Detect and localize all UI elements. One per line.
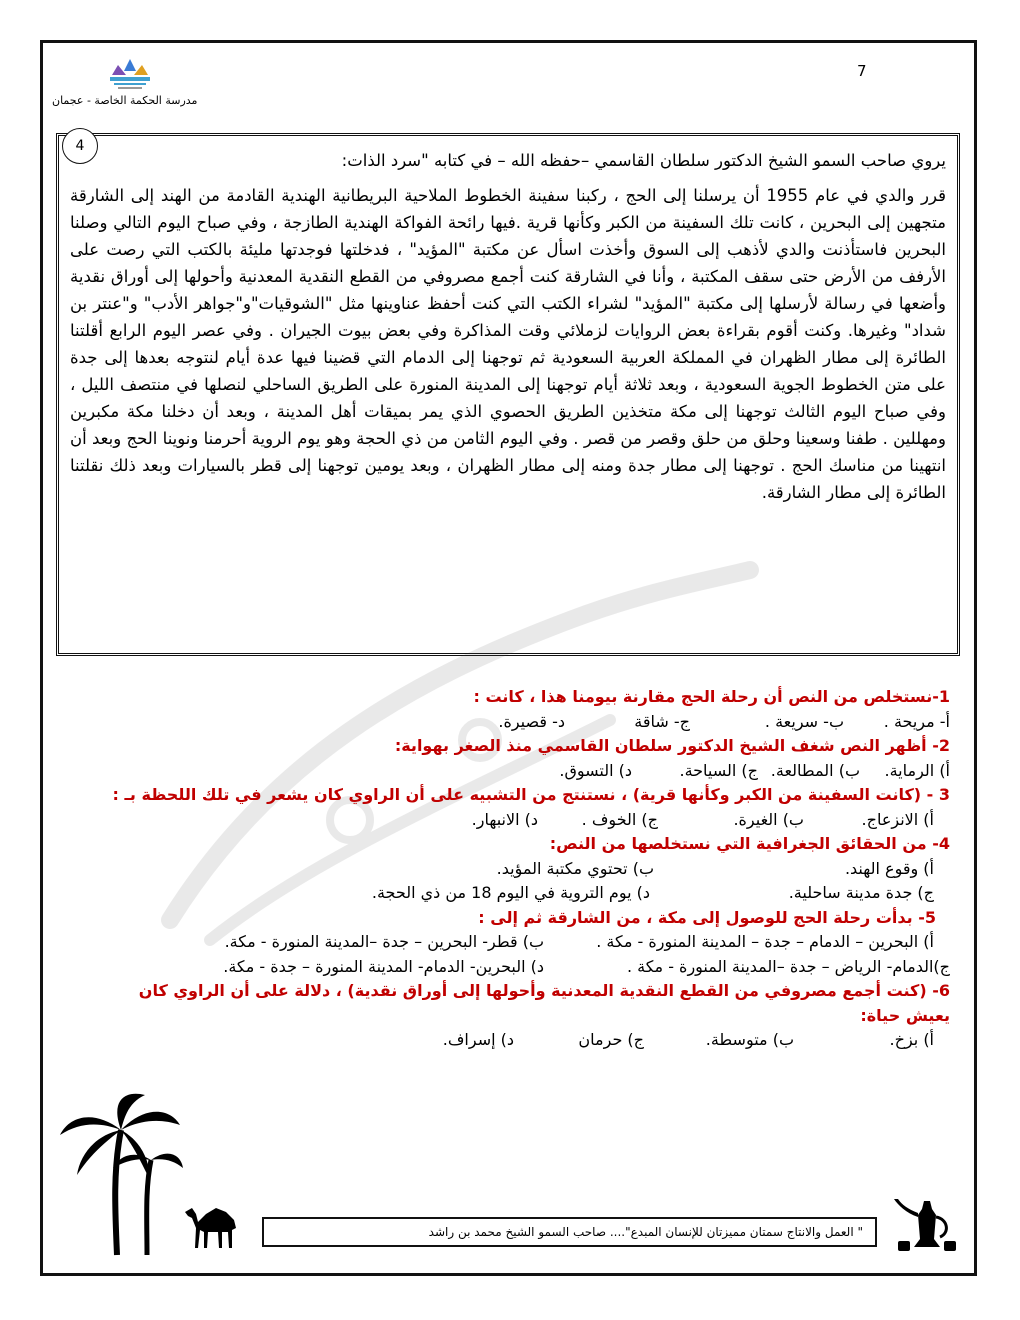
question-5-text: 5- بدأت رحلة الحج للوصول إلى مكة ، من الشارقة ثم إلى : bbox=[478, 907, 936, 927]
option-b[interactable]: ب) الغيرة. bbox=[733, 809, 804, 829]
option-b[interactable]: ب) متوسطة. bbox=[705, 1030, 794, 1049]
option-d[interactable]: د) يوم التروية في اليوم 18 من ذي الحجة. bbox=[371, 883, 650, 902]
question-2 bbox=[50, 734, 950, 783]
question-4 bbox=[50, 832, 950, 906]
question-4-text: 4- من الحقائق الجغرافية التي نستخلصها من النص: bbox=[549, 834, 950, 853]
option-a[interactable]: أ) الرماية. bbox=[884, 760, 950, 780]
question-1 bbox=[50, 685, 950, 734]
question-4-options-row1 bbox=[50, 857, 950, 882]
question-3-text: 3 - (كانت السفينة من الكبر وكأنها قرية) ، نستنتج من التشبيه على أن الراوي كان يشعر في تلك اللحظة بـ : bbox=[112, 785, 950, 804]
reading-passage bbox=[70, 147, 946, 506]
school-name: مدرسة الحكمة الخاصة - عجمان bbox=[52, 94, 198, 107]
page-number: 7 bbox=[857, 62, 867, 80]
option-c[interactable]: ج) الخوف . bbox=[581, 809, 658, 829]
coffee-pot-icon bbox=[890, 1195, 962, 1255]
option-d[interactable]: د) الانبهار. bbox=[471, 809, 538, 829]
question-6-text: 6- (كنت أجمع مصروفي من القطع النقدية المعدنية وأحولها إلى أوراق نقدية) ، دلالة على أن الراوي كان يعيش حياة: bbox=[138, 981, 950, 1025]
option-d[interactable]: د- قصيرة. bbox=[498, 711, 565, 731]
passage-body: قرر والدي في عام 1955 أن يرسلنا إلى الحج ، ركبنا سفينة الخطوط الملاحية البريطانية الهندية القادمة من الهند إلى الشارقة متجهين إلى البحرين ، كانت تلك السفينة من الكبر وكأنها قرية .فيها رائحة الفواكة الهندية الطازجة ، وفي صباح اليوم التالي وصلنا البحرين فاستأذنت والدي لأذهب إلى السوق وأخذت اسأل عن مكتبة "المؤيد" ، فدخلتها فوجدتها مليئة بالكتب التي رصت على الأرفف من الأرض حتى سقف المكتبة ، وأنا في الشارقة كنت أجمع مصروفي من القطع النقدية المعدنية وأحولها إلى أوراق نقدية وأضعها في رسالة لأرسلها إلى مكتبة "المؤيد" لشراء الكتب التي كنت أحفظ عناوينها مثل "الشوقيات"و"جواهر الأدب" و"عنتر بن شداد" وغيرها. وكنت أقوم بقراءة بعض الروايات لزملائي وقت المذاكرة وفي بعض بيوت الجيران . وفي عصر اليوم الرابع أقلتنا الطائرة إلى مطار الظهران في المملكة العربية السعودية ثم توجهنا إلى الدمام التي قضينا فيها عدة أيام لنتوجه بعدها إلى جدة على متن الخطوط الجوية السعودية ، وبعد ثلاثة أيام توجهنا إلى المدينة المنورة على الطريق الساحلي لنصلها في منتصف الليل ، وفي صباح اليوم الثالث توجهنا إلى مكة متخذين الطريق الحصوي الذي يمر بميقات أهل المدينة ، وبعد أن دخلنا مكة مكبرين ومهللين . طفنا وسعينا وحلق من حلق وقصر من قصر . وفي اليوم الثامن من ذي الحجة وهو يوم الروية أحرمنا ونوينا الحج وبعد أن انتهينا من مناسك الحج . توجهنا إلى مطار جدة ومنه إلى مطار الظهران ، وبعد يومين توجهنا إلى قطر بالسيارات وبعد ذلك نقلتنا الطائرة إلى مطار الشارقة. bbox=[70, 186, 946, 502]
footer-quote: " العمل والانتاج سمتان مميزتان للإنسان المبدع".... صاحب السمو الشيخ محمد بن راشد bbox=[262, 1217, 877, 1247]
question-4-options-row2 bbox=[50, 881, 950, 906]
option-a[interactable]: أ) الانزعاج. bbox=[861, 809, 934, 829]
option-a[interactable]: أ) بزخ. bbox=[889, 1030, 934, 1049]
option-c[interactable]: ج) جدة مدينة ساحلية. bbox=[788, 883, 934, 902]
option-c[interactable]: ج) حرمان bbox=[578, 1030, 644, 1049]
question-6 bbox=[50, 979, 950, 1053]
questions-section bbox=[50, 685, 950, 1053]
question-2-text: 2- أظهر النص شغف الشيخ الدكتور سلطان القاسمي منذ الصغر بهواية: bbox=[394, 736, 950, 755]
question-6-options bbox=[50, 1028, 950, 1053]
question-5-options-row1 bbox=[50, 930, 950, 955]
camel-icon bbox=[180, 1200, 250, 1250]
section-badge: 4 bbox=[62, 128, 98, 164]
question-2-options bbox=[50, 759, 950, 784]
question-3 bbox=[50, 783, 950, 832]
option-b[interactable]: ب) المطالعة. bbox=[770, 760, 860, 780]
option-d[interactable]: د) التسوق. bbox=[559, 760, 632, 780]
option-a[interactable]: أ) وقوع الهند. bbox=[844, 858, 934, 878]
question-1-text: 1-نستخلص من النص أن رحلة الحج مقارنة بيومنا هذا ، كانت : bbox=[473, 687, 950, 706]
option-c[interactable]: ج) السياحة. bbox=[679, 760, 758, 780]
option-b[interactable]: ب- سريعة . bbox=[764, 711, 844, 731]
option-c[interactable]: ج- شاقة bbox=[634, 711, 690, 731]
option-a[interactable]: أ) البحرين – الدمام – جدة – المدينة المنورة - مكة . bbox=[596, 932, 934, 951]
question-5-options-row2 bbox=[50, 955, 950, 980]
question-1-options bbox=[50, 710, 950, 735]
option-a[interactable]: أ- مريحة . bbox=[883, 711, 950, 731]
palm-tree-icon bbox=[55, 1090, 185, 1260]
question-3-options bbox=[50, 808, 950, 833]
option-b[interactable]: ب) قطر- البحرين – جدة –المدينة المنورة - مكة. bbox=[224, 932, 544, 951]
option-d[interactable]: د) إسراف. bbox=[442, 1030, 514, 1049]
option-c[interactable]: ج)الدمام- الرياض – جدة –المدينة المنورة - مكة . bbox=[626, 956, 950, 976]
school-logo bbox=[100, 55, 160, 95]
question-5 bbox=[50, 906, 950, 980]
option-d[interactable]: د) البحرين- الدمام- المدينة المنورة – جدة - مكة. bbox=[223, 956, 544, 976]
passage-intro: يروي صاحب السمو الشيخ الدكتور سلطان القاسمي –حفظه الله – في كتابه "سرد الذات: bbox=[341, 151, 946, 170]
option-b[interactable]: ب) تحتوي مكتبة المؤيد. bbox=[496, 858, 654, 878]
